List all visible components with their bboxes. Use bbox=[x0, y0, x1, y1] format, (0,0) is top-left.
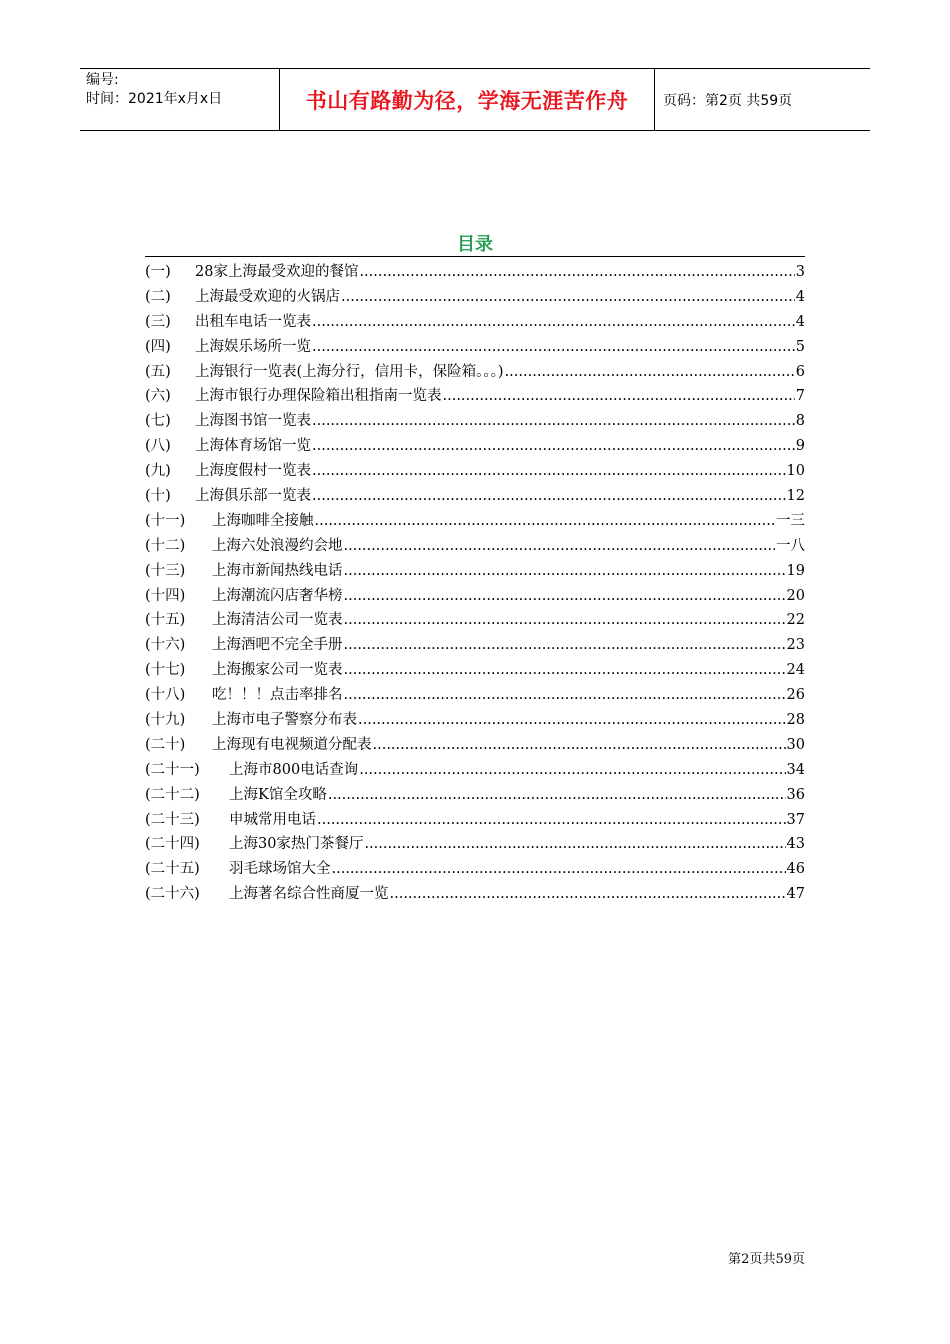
toc-entry-page: 30 bbox=[786, 736, 805, 753]
toc-entry-page: 一三 bbox=[776, 512, 805, 529]
toc-entry-number: (九) bbox=[145, 463, 171, 480]
toc-entry[interactable] bbox=[145, 434, 805, 459]
toc-entry-number: (六) bbox=[145, 388, 171, 405]
toc-dot-leader bbox=[344, 662, 786, 678]
toc-dot-leader bbox=[344, 687, 786, 703]
header-meta bbox=[80, 69, 280, 130]
toc-entry[interactable] bbox=[145, 584, 805, 609]
toc-entry-number: (十二) bbox=[145, 537, 186, 554]
toc-entry-number: (四) bbox=[145, 338, 171, 355]
toc-entry-number: (三) bbox=[145, 313, 171, 330]
toc-dot-leader bbox=[312, 438, 795, 454]
toc-entry[interactable] bbox=[145, 683, 805, 708]
toc-dot-leader bbox=[312, 339, 795, 355]
toc-dot-leader bbox=[312, 463, 786, 479]
page-header bbox=[80, 68, 870, 131]
header-page-number: 页码：第2页 共59页 bbox=[663, 92, 793, 109]
toc-entry-title[interactable]: 上海酒吧不完全手册 bbox=[212, 637, 343, 654]
toc-entry-title[interactable]: 上海体育场馆一览 bbox=[195, 438, 311, 455]
toc-entry[interactable] bbox=[145, 409, 805, 434]
toc-dot-leader bbox=[373, 737, 786, 753]
toc-entry-page: 4 bbox=[795, 313, 805, 330]
toc-entry-title[interactable]: 吃！！！点击率排名 bbox=[212, 687, 343, 704]
toc-dot-leader bbox=[364, 836, 785, 852]
toc-entry[interactable] bbox=[145, 335, 805, 360]
toc-entry-title[interactable]: 上海咖啡全接触 bbox=[212, 512, 314, 529]
toc-entry-page: 19 bbox=[786, 562, 805, 579]
toc-entry[interactable] bbox=[145, 857, 805, 882]
toc-entry-number: (五) bbox=[145, 363, 171, 380]
toc-entry-title[interactable]: 上海市800电话查询 bbox=[229, 761, 359, 778]
toc-entry-page: 34 bbox=[786, 761, 805, 778]
toc-entry-title[interactable]: 上海度假村一览表 bbox=[195, 463, 311, 480]
toc-dot-leader bbox=[443, 388, 795, 404]
toc-entry-page: 20 bbox=[786, 587, 805, 604]
toc-entry-page: 22 bbox=[786, 612, 805, 629]
toc-title: 目录 bbox=[457, 234, 493, 255]
toc-entry-page: 26 bbox=[786, 687, 805, 704]
toc-entry-title[interactable]: 上海娱乐场所一览 bbox=[195, 338, 311, 355]
toc-entry-number: (八) bbox=[145, 438, 171, 455]
toc-entry-title[interactable]: 上海市新闻热线电话 bbox=[212, 562, 343, 579]
toc-entry[interactable] bbox=[145, 310, 805, 335]
toc-entry-title[interactable]: 上海图书馆一览表 bbox=[195, 413, 311, 430]
toc-entry-number: (一) bbox=[145, 264, 171, 280]
toc-entry-page: 28 bbox=[786, 712, 805, 729]
toc-entry[interactable] bbox=[145, 808, 805, 833]
toc-entry-title[interactable]: 上海K馆全攻略 bbox=[229, 786, 327, 803]
toc-entry[interactable] bbox=[145, 459, 805, 484]
toc-dot-leader bbox=[315, 513, 776, 529]
toc-dot-leader bbox=[344, 637, 786, 653]
toc-dot-leader bbox=[341, 289, 795, 305]
toc-entry[interactable] bbox=[145, 832, 805, 857]
toc-entry-number: (十六) bbox=[145, 637, 186, 654]
document-date: 时间：2021年x月x日 bbox=[86, 91, 223, 107]
toc-entry-page: 43 bbox=[786, 836, 805, 853]
toc-entry[interactable] bbox=[145, 882, 805, 907]
toc-entry-number: (十七) bbox=[145, 662, 186, 679]
toc-entry-number: (十) bbox=[145, 488, 171, 505]
toc-entry-number: (十三) bbox=[145, 562, 186, 579]
toc-entry-number: (二十六) bbox=[145, 886, 200, 903]
toc-entry-title[interactable]: 上海现有电视频道分配表 bbox=[212, 736, 372, 753]
toc-dot-leader bbox=[312, 413, 795, 429]
toc-entry[interactable] bbox=[145, 758, 805, 783]
toc-entry-page: 6 bbox=[795, 363, 805, 380]
toc-entry-number: (二十一) bbox=[145, 761, 200, 778]
toc-entry-page: 一八 bbox=[776, 537, 805, 554]
toc-entry[interactable] bbox=[145, 360, 805, 385]
toc-entry-number: (二十五) bbox=[145, 861, 200, 878]
toc-entry-title[interactable]: 上海搬家公司一览表 bbox=[212, 662, 343, 679]
toc-entry-title[interactable]: 上海俱乐部一览表 bbox=[195, 488, 311, 505]
toc-divider bbox=[145, 256, 805, 257]
toc-dot-leader bbox=[312, 314, 795, 330]
document-number: 编号: bbox=[86, 72, 119, 88]
toc-entry-title[interactable]: 上海银行一览表(上海分行，信用卡，保险箱。。。) bbox=[195, 363, 504, 380]
toc-entry[interactable] bbox=[145, 384, 805, 409]
toc-entry-number: (七) bbox=[145, 413, 171, 430]
toc-entry-title[interactable]: 上海市银行办理保险箱出租指南一览表 bbox=[195, 388, 442, 405]
toc-entry-page: 3 bbox=[795, 264, 805, 280]
toc-dot-leader bbox=[312, 488, 786, 504]
header-motto: 书山有路勤为径，学海无涯苦作舟 bbox=[280, 69, 655, 130]
toc-entry[interactable] bbox=[145, 783, 805, 808]
toc-entry-number: (二十四) bbox=[145, 836, 200, 853]
toc-entry-page: 24 bbox=[786, 662, 805, 679]
toc-entry-title[interactable]: 上海潮流闪店奢华榜 bbox=[212, 587, 343, 604]
toc-entry-number: (十四) bbox=[145, 587, 186, 604]
toc-entry-page: 5 bbox=[795, 338, 805, 355]
toc-entry[interactable] bbox=[145, 608, 805, 633]
toc-entry[interactable] bbox=[145, 658, 805, 683]
toc-entry-page: 23 bbox=[786, 637, 805, 654]
toc-entry-number: (十八) bbox=[145, 687, 186, 704]
toc-entry[interactable] bbox=[145, 285, 805, 310]
toc-entry-page: 7 bbox=[795, 388, 805, 405]
toc-entry-number: (十五) bbox=[145, 612, 186, 629]
table-of-contents bbox=[145, 260, 805, 907]
toc-entry[interactable] bbox=[145, 509, 805, 534]
toc-entry-number: (十一) bbox=[145, 512, 186, 529]
toc-entry-page: 36 bbox=[786, 786, 805, 803]
toc-entry-page: 12 bbox=[786, 488, 805, 505]
toc-entry-page: 9 bbox=[795, 438, 805, 455]
toc-entry-title[interactable]: 出租车电话一览表 bbox=[195, 313, 311, 330]
toc-entry[interactable] bbox=[145, 484, 805, 509]
toc-entry-title[interactable]: 羽毛球场馆大全 bbox=[229, 861, 331, 878]
toc-dot-leader bbox=[344, 588, 786, 604]
toc-entry-title[interactable]: 上海著名综合性商厦一览 bbox=[229, 886, 389, 903]
toc-entry[interactable] bbox=[145, 260, 805, 285]
toc-entry[interactable] bbox=[145, 633, 805, 658]
footer-page-number: 第2页共59页 bbox=[728, 1252, 805, 1267]
toc-entry-page: 37 bbox=[786, 811, 805, 828]
toc-dot-leader bbox=[390, 886, 786, 902]
toc-dot-leader bbox=[359, 264, 794, 280]
toc-entry-title[interactable]: 申城常用电话 bbox=[229, 811, 316, 828]
toc-dot-leader bbox=[332, 861, 786, 877]
toc-entry-page: 10 bbox=[786, 463, 805, 480]
toc-dot-leader bbox=[344, 612, 786, 628]
toc-dot-leader bbox=[359, 762, 785, 778]
toc-entry-title[interactable]: 28家上海最受欢迎的餐馆 bbox=[195, 264, 359, 280]
toc-entry-title[interactable]: 上海30家热门茶餐厅 bbox=[229, 836, 364, 853]
toc-entry[interactable] bbox=[145, 534, 805, 559]
toc-entry-number: (二十二) bbox=[145, 786, 200, 803]
toc-dot-leader bbox=[505, 364, 795, 380]
toc-entry-page: 4 bbox=[795, 288, 805, 305]
toc-entry[interactable] bbox=[145, 733, 805, 758]
toc-entry-title[interactable]: 上海最受欢迎的火锅店 bbox=[195, 288, 340, 305]
toc-entry-number: (二) bbox=[145, 288, 171, 305]
toc-entry[interactable] bbox=[145, 559, 805, 584]
toc-dot-leader bbox=[344, 563, 786, 579]
toc-dot-leader bbox=[358, 712, 786, 728]
toc-dot-leader bbox=[344, 538, 776, 554]
toc-entry-number: (二十三) bbox=[145, 811, 200, 828]
toc-entry[interactable] bbox=[145, 708, 805, 733]
toc-entry-title[interactable]: 上海六处浪漫约会地 bbox=[212, 537, 343, 554]
toc-entry-page: 46 bbox=[786, 861, 805, 878]
toc-entry-number: (十九) bbox=[145, 712, 186, 729]
toc-entry-page: 47 bbox=[786, 886, 805, 903]
toc-entry-title[interactable]: 上海市电子警察分布表 bbox=[212, 712, 357, 729]
toc-dot-leader bbox=[317, 812, 786, 828]
toc-entry-page: 8 bbox=[795, 413, 805, 430]
toc-dot-leader bbox=[328, 787, 786, 803]
toc-entry-title[interactable]: 上海清洁公司一览表 bbox=[212, 612, 343, 629]
toc-entry-number: (二十) bbox=[145, 736, 186, 753]
